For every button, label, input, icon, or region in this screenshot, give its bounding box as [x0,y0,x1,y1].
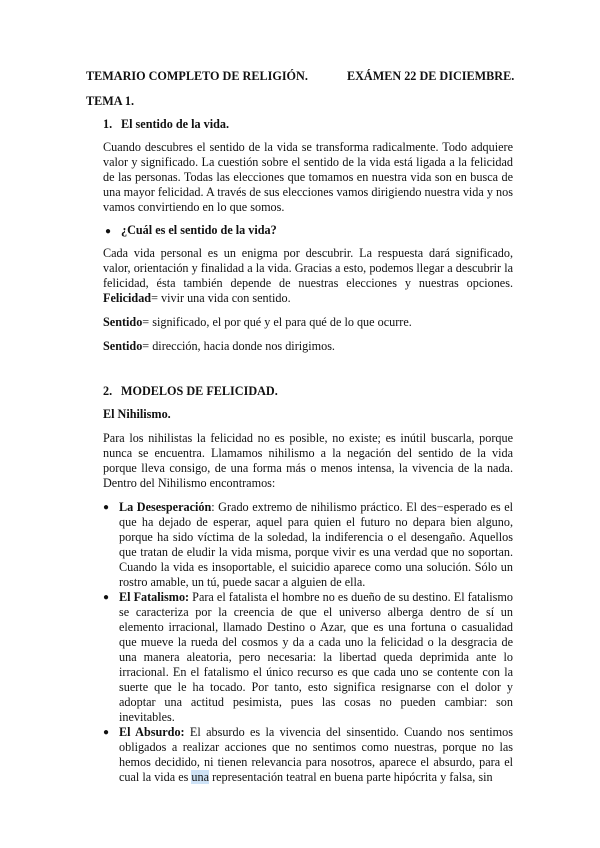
item-label: La Desesperación [119,500,212,514]
item-text: : Grado extremo de nihilismo práctico. El des−esperado es el que ha dejado de esperar, aquel para quien el futuro no depara bien alguno, porque ha sido víctima de la soledad, la indiferencia o el desengaño. Aquellos que tratan de eludir la vida misma, porque vivir es una verdad que no soportan. Cuando la vida es insoportable, el suicidio aparece como una solución. Sólo un rostro amable, un tú, puede sacar a alguien de ella. [119,500,514,589]
bullet-icon: ● [103,592,110,603]
section2-heading [103,384,278,399]
nihilismo-list [103,500,513,785]
bullet-icon: ● [103,727,110,738]
item-label: El Fatalismo: [119,590,190,604]
item-text-end: representación teatral en buena parte hipócrita y falsa, sin [209,770,493,784]
nihilismo-intro: Para los nihilistas la felicidad no es posible, no existe; es inútil buscarla, porque nunca se encuentra. Llamamos nihilismo a la negación del sentido de la vida porque lleva consigo, de una forma más o menos intensa, la vivencia de la nada. Dentro del Nihilismo encontramos: [103,431,513,490]
item-text: El absurdo es la vivencia del sinsentido. Cuando nos sentimos obligados a realizar acciones que no sentimos como nuestras, porque no las hemos decidido, ni tienen relevancia para nosotros, aparece el absurdo, para el cual la vida es [119,725,513,784]
sentido-line-2 [103,339,513,354]
sentido-line-1 [103,315,513,330]
list-item [103,590,513,725]
section1-question: ¿Cuál es el sentido de la vida? [121,223,277,237]
list-item [103,500,513,590]
section2-title: MODELOS DE FELICIDAD. [121,384,278,398]
bullet-icon: ● [105,226,112,237]
sentido1-definition: = significado, el por qué y el para qué de lo que ocurre. [142,315,412,329]
nihilismo-subheading: El Nihilismo. [103,407,171,421]
header-title-left: TEMARIO COMPLETO DE RELIGIÓN. [86,69,308,83]
felicidad-definition: = vivir una vida con sentido. [151,291,291,305]
header-title-right: EXÁMEN 22 DE DICIEMBRE. [347,69,515,83]
section1-paragraph: Cuando descubres el sentido de la vida se transforma radicalmente. Todo adquiere valor y significado. La cuestión sobre el sentido de la vida está ligada a la felicidad de las personas. Todas las elecciones que tomamos en nuestra vida son en busca de una mayor felicidad. A través de sus elecciones vamos dirigiendo nuestra vida y nos vamos convirtiendo en lo que somos. [103,140,513,214]
section1-number: 1. [103,117,113,131]
section1-heading [103,117,229,132]
list-item [103,725,513,785]
sentido2-label: Sentido [103,339,143,353]
answer-text: Cada vida personal es un enigma por descubrir. La respuesta dará significado, valor, orientación y finalidad a la vida. Gracias a esto, podemos llegar a descubrir la felicidad, ésta también depende de nuestras elecciones y nuestras opciones. [103,246,513,290]
section2-number: 2. [103,384,113,398]
sentido2-definition: = dirección, hacia donde nos dirigimos. [142,339,335,353]
sentido1-label: Sentido [103,315,143,329]
item-text: Para el fatalista el hombre no es dueño de su destino. El fatalismo se caracteriza por la creencia de que el universo alberga dentro de sí un elemento irracional, llamado Destino o Azar, que es una fortuna o casualidad que mueve la rueda del cosmos y da a cada uno la felicidad o la desgracia de una manera aleatoria, pero necesaria: la libertad queda deprimida ante lo irracional. En el fatalismo el único recurso es que cada uno se contente con la suerte que le ha tocado. Por tanto, esto significa resignarse con el dolor y adoptar una actitud pesimista, pues las cosas no pueden cambiar: son inevitables. [119,590,514,724]
felicidad-label: Felicidad [103,291,152,305]
section1-title: El sentido de la vida. [121,117,230,131]
item-label: El Absurdo: [119,725,185,739]
bullet-icon: ● [103,502,110,513]
tema-heading: TEMA 1. [86,94,135,108]
section1-answer [103,246,513,306]
highlighted-word: una [191,770,210,784]
